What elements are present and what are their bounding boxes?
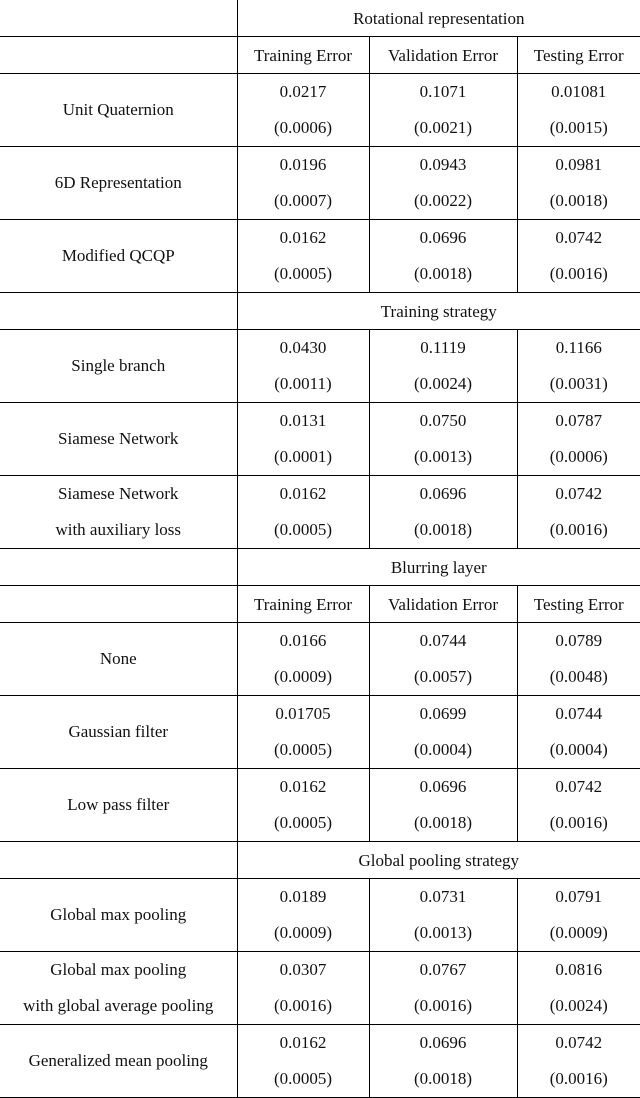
cell-text: 0.0981 [518, 147, 640, 183]
test-cell [517, 623, 640, 696]
cell-text: (0.0018) [370, 512, 517, 548]
cell-text: (0.0004) [518, 732, 640, 768]
cell-text: Low pass filter [0, 787, 237, 823]
cell-text: 0.1166 [518, 330, 640, 366]
val-cell [369, 952, 517, 1025]
table-row [0, 74, 640, 147]
cell-text: 0.0742 [518, 769, 640, 805]
cell-text: 0.0744 [370, 623, 517, 659]
test-cell [517, 74, 640, 147]
cell-text: 0.0696 [370, 476, 517, 512]
cell-text: (0.0009) [518, 915, 640, 951]
table-row [0, 330, 640, 403]
section-title-blurring: Blurring layer [237, 549, 640, 586]
cell-text: 0.0791 [518, 879, 640, 915]
cell-text: (0.0005) [238, 512, 369, 548]
cell-text: Generalized mean pooling [0, 1043, 237, 1079]
cell-text: 0.0816 [518, 952, 640, 988]
cell-text: 0.0196 [238, 147, 369, 183]
table-row [0, 147, 640, 220]
train-cell [237, 1025, 369, 1098]
cell-text: (0.0031) [518, 366, 640, 402]
cell-text: 0.0767 [370, 952, 517, 988]
table-row [0, 220, 640, 293]
table-row [0, 476, 640, 549]
cell-text: Modified QCQP [0, 238, 237, 274]
cell-text: 0.1119 [370, 330, 517, 366]
cell-text: 0.0696 [370, 769, 517, 805]
cell-text: 0.0943 [370, 147, 517, 183]
train-cell [237, 147, 369, 220]
cell-text: (0.0007) [238, 183, 369, 219]
cell-text: 0.0731 [370, 879, 517, 915]
cell-text: 0.0696 [370, 1025, 517, 1061]
cell-text: 0.0162 [238, 476, 369, 512]
cell-text: (0.0004) [370, 732, 517, 768]
cell-text: (0.0015) [518, 110, 640, 146]
train-cell [237, 879, 369, 952]
row-label [0, 220, 237, 293]
row-label [0, 74, 237, 147]
val-cell [369, 623, 517, 696]
cell-text: 0.01705 [238, 696, 369, 732]
col-header-testing: Testing Error [517, 37, 640, 74]
cell-text: (0.0016) [370, 988, 517, 1024]
cell-text: (0.0016) [518, 805, 640, 841]
cell-text: (0.0016) [518, 256, 640, 292]
cell-text: (0.0022) [370, 183, 517, 219]
col-header-validation: Validation Error [369, 37, 517, 74]
test-cell [517, 952, 640, 1025]
col-header-training: Training Error [237, 37, 369, 74]
train-cell [237, 403, 369, 476]
cell-text: 0.0430 [238, 330, 369, 366]
table-row [0, 769, 640, 842]
cell-text: Siamese Network [0, 476, 237, 512]
table-row [0, 952, 640, 1025]
section-header-row [0, 0, 640, 37]
cell-text: (0.0013) [370, 915, 517, 951]
test-cell [517, 696, 640, 769]
cell-text: (0.0011) [238, 366, 369, 402]
cell-text: (0.0018) [370, 256, 517, 292]
cell-text: Siamese Network [0, 421, 237, 457]
test-cell [517, 330, 640, 403]
cell-text: 0.0744 [518, 696, 640, 732]
train-cell [237, 952, 369, 1025]
val-cell [369, 403, 517, 476]
train-cell [237, 623, 369, 696]
cell-text: (0.0013) [370, 439, 517, 475]
col-header-validation: Validation Error [369, 586, 517, 623]
test-cell [517, 769, 640, 842]
column-header-row [0, 37, 640, 74]
train-cell [237, 769, 369, 842]
cell-text: 0.0696 [370, 220, 517, 256]
val-cell [369, 696, 517, 769]
cell-text: Global max pooling [0, 952, 237, 988]
column-header-row [0, 586, 640, 623]
cell-text: (0.0005) [238, 805, 369, 841]
table-row [0, 696, 640, 769]
table-row [0, 623, 640, 696]
cell-text: 0.1071 [370, 74, 517, 110]
cell-text: Single branch [0, 348, 237, 384]
cell-text: 6D Representation [0, 165, 237, 201]
section-header-row [0, 842, 640, 879]
val-cell [369, 1025, 517, 1098]
val-cell [369, 147, 517, 220]
cell-text: with auxiliary loss [0, 512, 237, 548]
cell-text: 0.0307 [238, 952, 369, 988]
cell-text: 0.0787 [518, 403, 640, 439]
row-label [0, 147, 237, 220]
row-label [0, 952, 237, 1025]
val-cell [369, 476, 517, 549]
cell-text: 0.0162 [238, 220, 369, 256]
cell-text: (0.0005) [238, 1061, 369, 1097]
col-header-testing: Testing Error [517, 586, 640, 623]
col-header-training: Training Error [237, 586, 369, 623]
cell-text: (0.0006) [238, 110, 369, 146]
cell-text: 0.0750 [370, 403, 517, 439]
section-header-row [0, 293, 640, 330]
train-cell [237, 696, 369, 769]
cell-text: 0.0742 [518, 1025, 640, 1061]
val-cell [369, 769, 517, 842]
cell-text: 0.01081 [518, 74, 640, 110]
val-cell [369, 879, 517, 952]
test-cell [517, 147, 640, 220]
empty-cell [0, 586, 237, 623]
train-cell [237, 220, 369, 293]
empty-cell [0, 37, 237, 74]
cell-text: (0.0021) [370, 110, 517, 146]
cell-text: 0.0742 [518, 476, 640, 512]
empty-cell [0, 549, 237, 586]
empty-cell [0, 0, 237, 37]
train-cell [237, 74, 369, 147]
test-cell [517, 403, 640, 476]
empty-cell [0, 293, 237, 330]
row-label [0, 330, 237, 403]
row-label [0, 476, 237, 549]
test-cell [517, 879, 640, 952]
cell-text: Unit Quaternion [0, 92, 237, 128]
table-row [0, 879, 640, 952]
cell-text: (0.0009) [238, 915, 369, 951]
cell-text: 0.0162 [238, 1025, 369, 1061]
cell-text: (0.0016) [238, 988, 369, 1024]
cell-text: (0.0018) [370, 805, 517, 841]
cell-text: 0.0742 [518, 220, 640, 256]
cell-text: 0.0162 [238, 769, 369, 805]
cell-text: with global average pooling [0, 988, 237, 1024]
cell-text: 0.0131 [238, 403, 369, 439]
table-row [0, 1025, 640, 1098]
cell-text: (0.0005) [238, 256, 369, 292]
row-label [0, 769, 237, 842]
row-label [0, 403, 237, 476]
cell-text: (0.0001) [238, 439, 369, 475]
section-header-row [0, 549, 640, 586]
cell-text: (0.0057) [370, 659, 517, 695]
test-cell [517, 220, 640, 293]
section-title-pooling: Global pooling strategy [237, 842, 640, 879]
test-cell [517, 1025, 640, 1098]
row-label [0, 696, 237, 769]
section-title-rotational: Rotational representation [237, 0, 640, 37]
cell-text: 0.0699 [370, 696, 517, 732]
val-cell [369, 220, 517, 293]
cell-text: 0.0789 [518, 623, 640, 659]
val-cell [369, 74, 517, 147]
train-cell [237, 476, 369, 549]
test-cell [517, 476, 640, 549]
cell-text: (0.0005) [238, 732, 369, 768]
cell-text: 0.0189 [238, 879, 369, 915]
cell-text: (0.0024) [518, 988, 640, 1024]
train-cell [237, 330, 369, 403]
row-label [0, 879, 237, 952]
cell-text: None [0, 641, 237, 677]
cell-text: (0.0018) [518, 183, 640, 219]
cell-text: Gaussian filter [0, 714, 237, 750]
cell-text: 0.0166 [238, 623, 369, 659]
section-title-training: Training strategy [237, 293, 640, 330]
cell-text: (0.0016) [518, 1061, 640, 1097]
cell-text: 0.0217 [238, 74, 369, 110]
cell-text: (0.0024) [370, 366, 517, 402]
val-cell [369, 330, 517, 403]
cell-text: (0.0016) [518, 512, 640, 548]
row-label [0, 1025, 237, 1098]
cell-text: (0.0048) [518, 659, 640, 695]
cell-text: Global max pooling [0, 897, 237, 933]
cell-text: (0.0009) [238, 659, 369, 695]
row-label [0, 623, 237, 696]
table-row [0, 403, 640, 476]
cell-text: (0.0006) [518, 439, 640, 475]
cell-text: (0.0018) [370, 1061, 517, 1097]
empty-cell [0, 842, 237, 879]
